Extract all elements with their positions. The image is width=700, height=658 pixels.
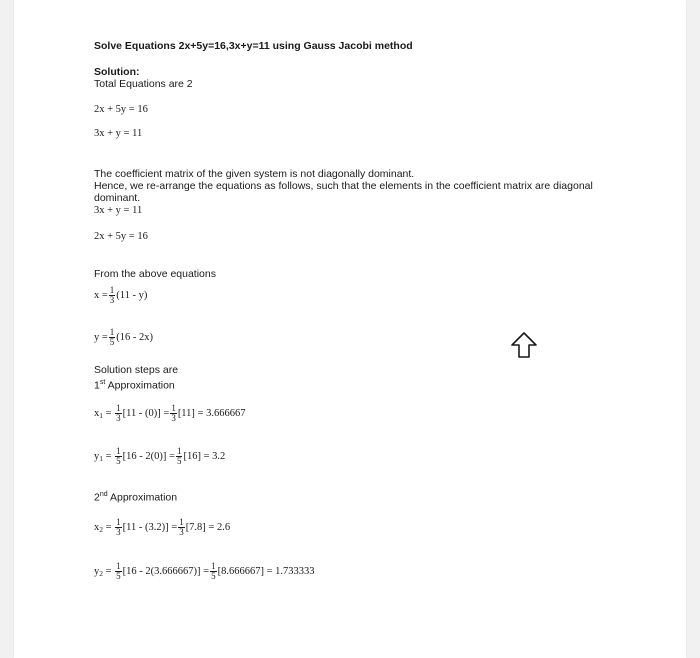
y1-equation: $y_1$ = $\frac{1}{5}$ [16 - 2(0)] = $\frac{1}{5}$ [16] = 3.2 xyxy=(94,446,226,466)
equation-rearranged-1: 3x + y = 11 xyxy=(94,205,143,216)
x1-fraction-1-denominator: 3 xyxy=(116,413,121,423)
x2-expression-1: [11 - (3.2)] = xyxy=(122,522,178,533)
equation-original-1: 2x + 5y = 16 xyxy=(94,104,148,115)
approximation-2-heading xyxy=(94,489,177,504)
y2-expression-2: [8.666667] = 1.733333 xyxy=(217,566,315,577)
y2-fraction-2-denominator: 5 xyxy=(211,571,216,581)
x2-fraction-2-denominator: 3 xyxy=(179,527,184,537)
x2-fraction-1 xyxy=(115,518,122,537)
x1-expression-1: [11 - (0)] = xyxy=(122,408,170,419)
x1-equation: $x_1$ = $\frac{1}{3}$ [11 - (0)] = $\frac{1}{3}$ [11] = 3.666667 xyxy=(94,403,246,423)
page-title: Solve Equations 2x+5y=16,3x+y=11 using Gauss Jacobi method xyxy=(94,40,413,52)
y1-expression-1: [16 - 2(0)] = xyxy=(122,451,175,462)
x-formula-fraction xyxy=(109,286,116,305)
document-page xyxy=(14,0,686,658)
y1-fraction-1 xyxy=(115,447,122,466)
y1-expression-2: [16] = 3.2 xyxy=(183,451,226,462)
x2-fraction-2 xyxy=(178,518,185,537)
y2-fraction-1-numerator: 1 xyxy=(116,561,121,571)
x2-variable: $x_2$ xyxy=(94,521,103,534)
x-formula-rhs: (11 - y) xyxy=(116,290,148,301)
approximation-2-suffix: nd xyxy=(99,491,108,498)
from-above-text: From the above equations xyxy=(94,268,216,280)
equation-original-2: 3x + y = 11 xyxy=(94,128,143,139)
y2-expression-1: [16 - 2(3.666667)] = xyxy=(122,566,210,577)
x-formula xyxy=(94,286,147,305)
y-formula-rhs: (16 - 2x) xyxy=(116,332,154,343)
y2-fraction-2 xyxy=(210,562,217,581)
y2-fraction-1 xyxy=(115,562,122,581)
y-formula-fraction xyxy=(109,328,116,347)
y2-equation: $y_2$ = $\frac{1}{5}$ [16 - 2(3.666667)] = $\frac{1}{5}$ [8.666667] = 1.733333 xyxy=(94,561,315,581)
y1-fraction-2-numerator: 1 xyxy=(176,446,182,456)
share-arrow-up-icon[interactable] xyxy=(508,330,540,360)
y-formula-numerator: 1 xyxy=(109,327,115,337)
approximation-1-label: Approximation xyxy=(105,379,175,392)
x1-variable: $x_1$ xyxy=(94,407,103,420)
x-formula-numerator: 1 xyxy=(109,285,115,295)
approximation-1-ordinal: 1 xyxy=(94,379,100,392)
y2-fraction-2-numerator: 1 xyxy=(211,561,216,571)
x-formula-denominator: 3 xyxy=(109,295,115,305)
approximation-2-ordinal: 2 xyxy=(94,491,100,504)
solution-steps-text: Solution steps are xyxy=(94,364,179,376)
x1-expression-2: [11] = 3.666667 xyxy=(177,408,246,419)
y-formula xyxy=(94,328,153,347)
x2-equation: $x_2$ = $\frac{1}{3}$ [11 - (3.2)] = $\frac{1}{3}$ [7.8] = 2.6 xyxy=(94,517,231,537)
y1-variable: $y_1$ xyxy=(94,450,103,463)
x2-fraction-2-numerator: 1 xyxy=(179,517,184,527)
rearrange-text-line1: Hence, we re-arrange the equations as follows, such that the elements in the coefficient matrix are diagonal xyxy=(94,180,593,192)
approximation-2-label: Approximation xyxy=(107,491,178,504)
x1-fraction-2-numerator: 1 xyxy=(171,403,176,413)
y-formula-lhs: y = xyxy=(94,332,108,343)
x1-fraction-2-denominator: 3 xyxy=(171,413,176,423)
not-dominant-text: The coefficient matrix of the given system is not diagonally dominant. xyxy=(94,168,415,180)
y-formula-denominator: 5 xyxy=(109,337,115,347)
rearrange-text-line2: dominant. xyxy=(94,192,141,204)
x1-fraction-1 xyxy=(115,404,122,423)
total-equations-text: Total Equations are 2 xyxy=(94,78,193,90)
x1-fraction-2 xyxy=(170,404,177,423)
y1-fraction-1-denominator: 5 xyxy=(116,456,121,466)
y1-fraction-2 xyxy=(176,447,183,466)
x2-fraction-1-denominator: 3 xyxy=(116,527,121,537)
y2-fraction-1-denominator: 5 xyxy=(116,571,121,581)
x-formula-lhs: x = xyxy=(94,290,108,301)
x2-fraction-1-numerator: 1 xyxy=(116,517,121,527)
y1-fraction-2-denominator: 5 xyxy=(176,456,182,466)
approximation-1-heading xyxy=(94,377,175,392)
approximation-1-suffix: st xyxy=(99,379,106,386)
x1-fraction-1-numerator: 1 xyxy=(116,403,121,413)
x2-expression-2: [7.8] = 2.6 xyxy=(185,522,231,533)
y2-variable: $y_2$ xyxy=(94,565,103,578)
equation-rearranged-2: 2x + 5y = 16 xyxy=(94,231,148,242)
solution-heading: Solution: xyxy=(94,66,140,78)
y1-fraction-1-numerator: 1 xyxy=(116,446,121,456)
